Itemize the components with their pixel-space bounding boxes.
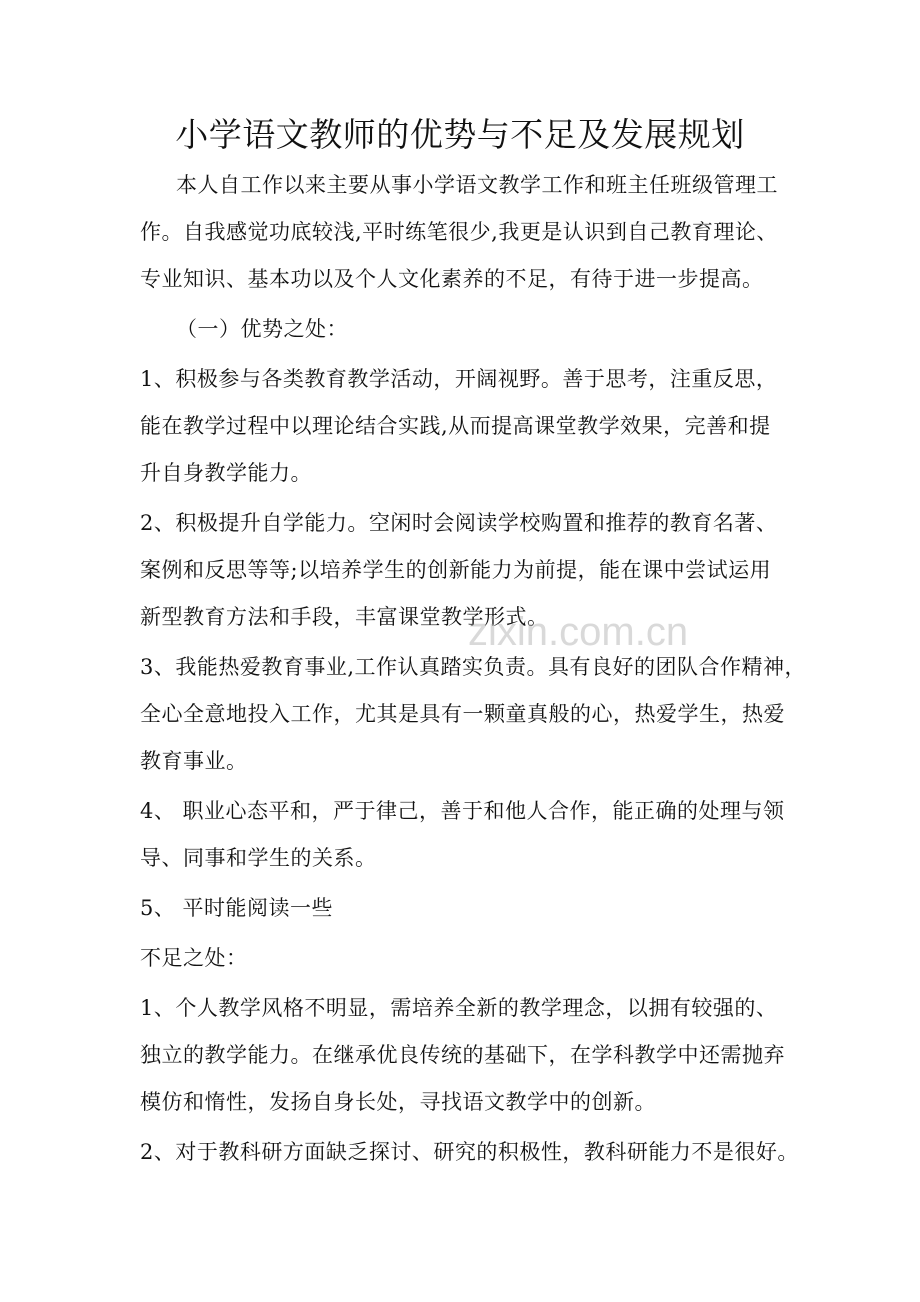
paragraph-line: 能在教学过程中以理论结合实践,从而提高课堂教学效果，完善和提 <box>140 414 771 438</box>
strength-item <box>140 788 800 882</box>
strength-item <box>140 356 800 497</box>
intro-paragraph <box>140 162 800 303</box>
paragraph-line: 导、同事和学生的关系。 <box>140 846 377 870</box>
paragraph-line: 1、个人教学风格不明显，需培养全新的教学理念，以拥有较强的、 <box>140 996 778 1020</box>
paragraph-line: 2、对于教科研方面缺乏探讨、研究的积极性，教科研能力不是很好。 <box>140 1140 799 1164</box>
section-heading-text: （一）优势之处： <box>176 317 348 341</box>
paragraph-line: 独立的教学能力。在继承优良传统的基础下，在学科教学中还需抛弃 <box>140 1043 785 1067</box>
watermark: zixin.com.cn <box>468 610 689 654</box>
paragraph-line: 升自身教学能力。 <box>140 461 312 485</box>
paragraph-line: 1、积极参与各类教育教学活动，开阔视野。善于思考，注重反思， <box>140 367 778 391</box>
paragraph-line: 案例和反思等等;以培养学生的创新能力为前提，能在课中尝试运用 <box>140 558 772 582</box>
paragraph-line: 3、我能热爱教育事业,工作认真踏实负责。具有良好的团队合作精神， <box>140 655 807 679</box>
paragraph-line: 新型教育方法和手段，丰富课堂教学形式。 <box>140 605 549 629</box>
paragraph-line: 4、 职业心态平和，严于律己，善于和他人合作，能正确的处理与领 <box>140 799 785 823</box>
section-heading-text: 不足之处： <box>140 946 248 970</box>
paragraph-line: 全心全意地投入工作，尤其是具有一颗童真般的心，热爱学生，热爱 <box>140 702 785 726</box>
paragraph-line: 本人自工作以来主要从事小学语文教学工作和班主任班级管理工 <box>176 173 778 197</box>
paragraph-line: 作。自我感觉功底较浅,平时练笔很少,我更是认识到自己教育理论、 <box>140 220 778 244</box>
section-heading-weaknesses <box>140 935 800 982</box>
strength-item <box>140 885 800 932</box>
paragraph-line: 教育事业。 <box>140 749 248 773</box>
strength-item <box>140 644 807 785</box>
document-title: 小学语文教师的优势与不足及发展规划 <box>175 115 745 154</box>
paragraph-line: 模仿和惰性，发扬自身长处，寻找语文教学中的创新。 <box>140 1090 656 1114</box>
document-body <box>140 162 807 1176</box>
paragraph-line: 2、积极提升自学能力。空闲时会阅读学校购置和推荐的教育名著、 <box>140 511 778 535</box>
section-heading-strengths <box>140 306 800 353</box>
paragraph-line: 5、 平时能阅读一些 <box>140 896 334 920</box>
paragraph-line: 专业知识、基本功以及个人文化素养的不足，有待于进一步提高。 <box>140 267 764 291</box>
weakness-item <box>140 985 800 1126</box>
weakness-item <box>140 1129 800 1176</box>
strength-item <box>140 500 800 641</box>
